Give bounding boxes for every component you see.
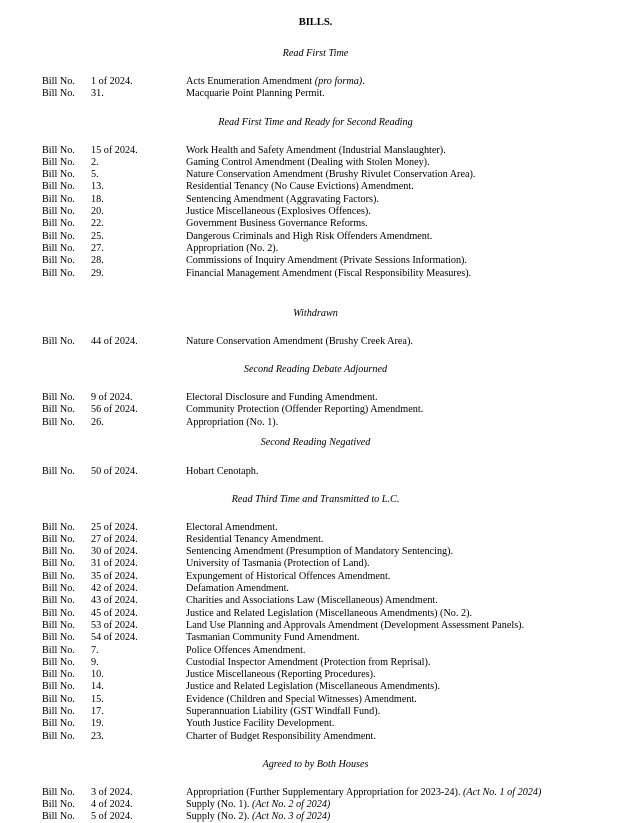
bill-title	[186, 268, 471, 280]
bill-title-text: Tasmanian Community Fund Amendment.	[186, 632, 360, 644]
bill-note: (Act No. 2 of 2024)	[251, 798, 331, 810]
bill-title	[186, 76, 365, 88]
bill-title-text: Appropriation (Further Supplementary Appropriation for 2023-24).	[186, 786, 463, 798]
bill-number: 30 of 2024.	[91, 546, 138, 558]
bill-number: 14.	[91, 681, 104, 693]
bill-title-text: Evidence (Children and Special Witnesses) Amendment.	[186, 693, 417, 705]
bill-row	[0, 787, 631, 799]
bill-row	[0, 546, 631, 558]
bill-note: (pro forma)	[314, 75, 363, 87]
bill-label: Bill No.	[42, 546, 75, 558]
bill-title-text: Financial Management Amendment (Fiscal Responsibility Measures).	[186, 267, 472, 279]
bill-number: 31 of 2024.	[91, 558, 138, 570]
bill-row	[0, 76, 631, 88]
bill-row	[0, 157, 631, 169]
bill-row	[0, 571, 631, 583]
bill-row	[0, 706, 631, 718]
bill-title	[186, 243, 278, 255]
bill-label: Bill No.	[42, 230, 75, 242]
bill-number: 27 of 2024.	[91, 533, 138, 545]
bill-number: 44 of 2024.	[91, 335, 138, 347]
bill-title	[186, 694, 417, 706]
bill-label: Bill No.	[42, 206, 75, 217]
bill-label: Bill No.	[42, 595, 75, 607]
bill-number: 13.	[91, 181, 104, 193]
bill-label: Bill No.	[42, 693, 75, 705]
bill-row	[0, 206, 631, 218]
bill-title-text: Gaming Control Amendment (Dealing with Stolen Money).	[186, 156, 430, 168]
bill-row	[0, 645, 631, 657]
bill-number: 2.	[91, 156, 99, 168]
bill-title-text: Justice Miscellaneous (Reporting Procedures).	[186, 669, 376, 681]
bill-row	[0, 595, 631, 607]
bill-row	[0, 231, 631, 243]
bill-title	[186, 787, 541, 799]
bill-title	[186, 571, 390, 583]
bill-row	[0, 718, 631, 730]
bill-label: Bill No.	[42, 669, 75, 681]
bill-title	[186, 799, 330, 811]
bill-title	[186, 706, 380, 718]
bill-row	[0, 632, 631, 644]
bill-label: Bill No.	[42, 533, 75, 545]
bill-title	[186, 811, 330, 823]
bill-title-text: Sentencing Amendment (Aggravating Factors).	[186, 193, 379, 205]
bill-label: Bill No.	[42, 632, 75, 644]
bill-label: Bill No.	[42, 218, 75, 230]
bill-title	[186, 534, 323, 546]
bill-row	[0, 417, 631, 429]
bill-row	[0, 218, 631, 230]
bill-title-text: Electoral Amendment.	[186, 521, 278, 533]
bill-number: 56 of 2024.	[91, 404, 138, 416]
bill-title	[186, 681, 440, 693]
bill-label: Bill No.	[42, 181, 75, 193]
bill-title	[186, 466, 258, 478]
bill-title	[186, 157, 430, 169]
bill-title	[186, 546, 453, 558]
bill-number: 26.	[91, 416, 104, 428]
bill-number: 31.	[91, 87, 104, 99]
bill-number: 45 of 2024.	[91, 607, 138, 619]
bill-label: Bill No.	[42, 558, 75, 570]
bill-title-text: Police Offences Amendment.	[186, 644, 306, 656]
bill-title-text: Sentencing Amendment (Presumption of Mandatory Sentencing).	[186, 546, 454, 558]
bill-title-text: Supply (No. 2).	[186, 811, 252, 823]
bill-row	[0, 811, 631, 823]
bill-title-text: Residential Tenancy Amendment.	[186, 533, 324, 545]
bill-number: 10.	[91, 669, 104, 681]
bill-title	[186, 181, 414, 193]
bill-row	[0, 169, 631, 181]
bill-label: Bill No.	[42, 798, 75, 810]
bill-title	[186, 231, 432, 243]
bill-label: Bill No.	[42, 392, 75, 403]
bill-label: Bill No.	[42, 607, 75, 619]
bill-label: Bill No.	[42, 730, 75, 742]
bill-title-text: Defamation Amendment.	[186, 583, 289, 594]
bill-title	[186, 255, 467, 267]
bill-row	[0, 255, 631, 267]
bill-row	[0, 522, 631, 534]
bill-title-text: Commissions of Inquiry Amendment (Private Sessions Information).	[186, 255, 467, 267]
bill-title	[186, 392, 378, 404]
bill-title-text: Expungement of Historical Offences Amendment.	[186, 570, 391, 582]
section-heading: Second Reading Debate Adjourned	[243, 364, 388, 375]
bill-title-text: Work Health and Safety Amendment (Industrial Manslaughter).	[186, 144, 446, 156]
bill-title-text: Macquarie Point Planning Permit.	[186, 87, 325, 99]
bill-title-text: Charter of Budget Responsibility Amendment.	[186, 730, 376, 742]
bill-label: Bill No.	[42, 267, 75, 279]
bill-title-text: Justice and Related Legislation (Miscellaneous Amendments) (No. 2).	[186, 607, 473, 619]
bill-number: 19.	[91, 718, 104, 730]
bill-label: Bill No.	[42, 242, 75, 254]
bill-row	[0, 392, 631, 404]
bill-title-text: University of Tasmania (Protection of Land).	[186, 558, 370, 570]
bill-row	[0, 534, 631, 546]
bill-number: 3 of 2024.	[91, 786, 133, 798]
bill-title	[186, 145, 446, 157]
bill-title	[186, 583, 289, 595]
bill-number: 5.	[91, 169, 99, 181]
bill-label: Bill No.	[42, 404, 75, 416]
bill-title-text: Acts Enumeration Amendment	[186, 75, 315, 87]
bill-number: 9.	[91, 656, 99, 668]
bill-title	[186, 194, 379, 206]
bill-row	[0, 336, 631, 348]
bill-number: 27.	[91, 242, 104, 254]
bill-row	[0, 681, 631, 693]
bill-note: (Act No. 3 of 2024)	[251, 811, 331, 823]
bill-number: 20.	[91, 206, 104, 217]
bill-title-text: Appropriation (No. 1).	[186, 416, 279, 428]
bill-title	[186, 522, 278, 534]
bill-label: Bill No.	[42, 75, 75, 87]
bill-title-text: Community Protection (Offender Reporting) Amendment.	[186, 404, 424, 416]
bill-number: 5 of 2024.	[91, 811, 133, 823]
bill-label: Bill No.	[42, 811, 75, 823]
bill-title	[186, 608, 472, 620]
bill-title-text: Government Business Governance Reforms.	[186, 218, 368, 230]
bill-title	[186, 169, 475, 181]
bill-title-text: Nature Conservation Amendment (Brushy Rivulet Conservation Area).	[186, 169, 476, 181]
bill-title	[186, 731, 376, 743]
bill-row	[0, 620, 631, 632]
bill-number: 22.	[91, 218, 104, 230]
bill-title-text: Superannuation Liability (GST Windfall Fund).	[186, 706, 381, 717]
bill-number: 23.	[91, 730, 104, 742]
bill-row	[0, 466, 631, 478]
bill-title-text: Justice and Related Legislation (Miscellaneous Amendments).	[186, 681, 441, 693]
bill-title-text: Youth Justice Facility Development.	[186, 718, 335, 730]
bill-number: 15.	[91, 693, 104, 705]
bill-number: 43 of 2024.	[91, 595, 138, 607]
bill-number: 9 of 2024.	[91, 392, 133, 403]
bill-title-text: Appropriation (No. 2).	[186, 242, 279, 254]
section-heading: Second Reading Negatived	[260, 437, 371, 448]
bill-title-text: Supply (No. 1).	[186, 798, 252, 810]
bill-row	[0, 669, 631, 681]
bill-title-text: Residential Tenancy (No Cause Evictions) Amendment.	[186, 181, 414, 193]
bill-title-text: Charities and Associations Law (Miscellaneous) Amendment.	[186, 595, 438, 607]
bill-title	[186, 595, 438, 607]
bill-label: Bill No.	[42, 156, 75, 168]
bill-label: Bill No.	[42, 465, 75, 477]
bill-number: 18.	[91, 193, 104, 205]
bill-title-text: Electoral Disclosure and Funding Amendment.	[186, 392, 378, 403]
bill-row	[0, 583, 631, 595]
bill-label: Bill No.	[42, 255, 75, 267]
bill-number: 4 of 2024.	[91, 798, 133, 810]
bill-title	[186, 336, 413, 348]
bill-label: Bill No.	[42, 718, 75, 730]
bill-number: 35 of 2024.	[91, 570, 138, 582]
bill-label: Bill No.	[42, 706, 75, 717]
bill-row	[0, 243, 631, 255]
section-heading: Withdrawn	[293, 308, 338, 319]
bill-number: 25.	[91, 230, 104, 242]
bill-number: 15 of 2024.	[91, 144, 138, 156]
bill-number: 29.	[91, 267, 104, 279]
bill-note: (Act No. 1 of 2024)	[463, 786, 542, 798]
bill-row	[0, 694, 631, 706]
bill-label: Bill No.	[42, 644, 75, 656]
bill-title	[186, 206, 371, 218]
bill-title	[186, 620, 524, 632]
bill-number: 7.	[91, 644, 99, 656]
bill-title-text: Custodial Inspector Amendment (Protection from Reprisal).	[186, 656, 431, 668]
bill-number: 28.	[91, 255, 104, 267]
bill-title	[186, 88, 325, 100]
bill-title	[186, 718, 334, 730]
bill-row	[0, 731, 631, 743]
bill-title	[186, 632, 360, 644]
bill-title-text: Justice Miscellaneous (Explosives Offences).	[186, 206, 371, 217]
bill-number: 17.	[91, 706, 104, 717]
bill-row	[0, 608, 631, 620]
bill-label: Bill No.	[42, 786, 75, 798]
bill-row	[0, 194, 631, 206]
bill-number: 54 of 2024.	[91, 632, 138, 644]
bill-number: 1 of 2024.	[91, 75, 133, 87]
bill-number: 50 of 2024.	[91, 465, 138, 477]
bill-label: Bill No.	[42, 521, 75, 533]
bill-label: Bill No.	[42, 144, 75, 156]
bill-row	[0, 145, 631, 157]
bill-title-end: .	[362, 75, 365, 87]
bill-number: 42 of 2024.	[91, 583, 138, 594]
bill-label: Bill No.	[42, 570, 75, 582]
bill-row	[0, 558, 631, 570]
bill-row	[0, 268, 631, 280]
bill-row	[0, 181, 631, 193]
bill-title-text: Hobart Cenotaph.	[186, 465, 259, 477]
bill-title-text: Dangerous Criminals and High Risk Offenders Amendment.	[186, 230, 433, 242]
page-title: BILLS.	[298, 17, 333, 28]
section-heading: Read First Time and Ready for Second Reading	[218, 117, 413, 128]
section-heading: Agreed to by Both Houses	[262, 759, 369, 770]
bill-label: Bill No.	[42, 169, 75, 181]
bill-row	[0, 88, 631, 100]
bill-title-text: Nature Conservation Amendment (Brushy Creek Area).	[186, 335, 413, 347]
section-heading: Read Third Time and Transmitted to L.C.	[231, 494, 400, 505]
bill-title-text: Land Use Planning and Approvals Amendment (Development Assessment Panels).	[186, 619, 525, 631]
bill-number: 25 of 2024.	[91, 521, 138, 533]
bill-label: Bill No.	[42, 416, 75, 428]
bill-title	[186, 558, 370, 570]
bill-label: Bill No.	[42, 335, 75, 347]
bill-label: Bill No.	[42, 619, 75, 631]
bill-label: Bill No.	[42, 193, 75, 205]
bill-row	[0, 657, 631, 669]
bill-title	[186, 417, 278, 429]
bill-title	[186, 669, 376, 681]
bill-label: Bill No.	[42, 656, 75, 668]
section-heading: Read First Time	[282, 48, 349, 59]
bill-number: 53 of 2024.	[91, 619, 138, 631]
bill-title	[186, 645, 305, 657]
bill-title	[186, 218, 368, 230]
bill-title	[186, 657, 430, 669]
bill-title	[186, 404, 423, 416]
bill-row	[0, 799, 631, 811]
bill-label: Bill No.	[42, 87, 75, 99]
bill-row	[0, 404, 631, 416]
bill-label: Bill No.	[42, 583, 75, 594]
bill-label: Bill No.	[42, 681, 75, 693]
